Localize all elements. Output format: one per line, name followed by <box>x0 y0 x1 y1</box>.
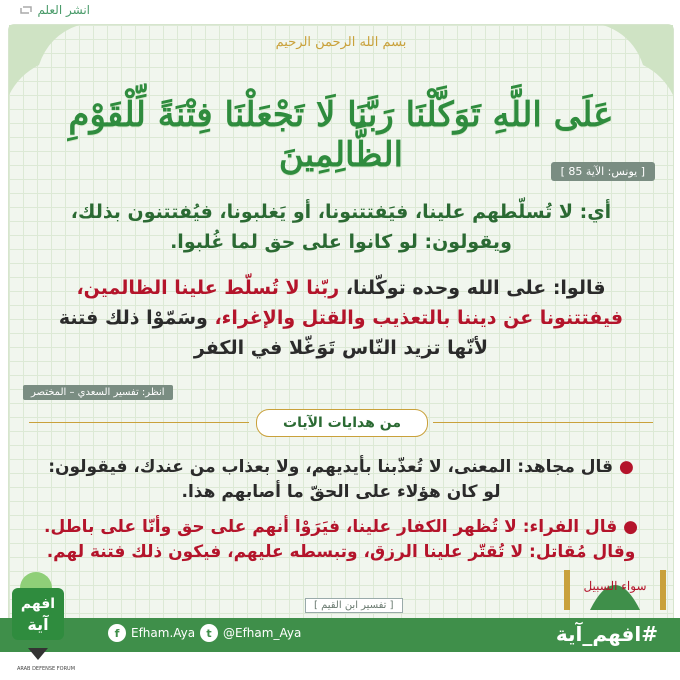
top-bar <box>0 0 680 22</box>
source-note: انظر: تفسير السعدي – المختصر <box>23 385 173 400</box>
explanation-paragraph-2 <box>39 273 643 363</box>
twitter-icon: t <box>200 624 218 642</box>
mosque-logo-icon <box>560 560 670 616</box>
bullet-text: قال الفراء: لا تُظهر الكفار علينا، فيَرَوْا أنهم على حق وأنّا على باطل. <box>43 517 618 537</box>
share-label: انشر العلم <box>37 3 90 17</box>
text-segment: فيفتتنونا عن ديننا بالتعذيب والقتل والإغراء، <box>207 307 624 329</box>
efham-aya-logo-icon <box>6 568 72 678</box>
ayah-reference: [ يونس: الآية 85 ] <box>551 162 655 181</box>
section-title: من هدايات الآيات <box>256 409 428 437</box>
facebook-icon: f <box>108 624 126 642</box>
svg-text:آية: آية <box>27 615 49 634</box>
bullet-item <box>39 515 643 565</box>
ayah-title: عَلَى اللَّهِ تَوَكَّلْنَا رَبَّنَا لَا تَجْعَلْنَا فِتْنَةً لِّلْقَوْمِ الظَّالِمِينَ <box>68 95 614 175</box>
partner-logo-text: سواء السبيل <box>583 579 647 593</box>
text-segment: وسَمّوْا ذلك فتنة لأنّها تزيد النّاس تَوَغّلا في الكفر <box>58 307 489 359</box>
basmala: بسم الله الرحمن الرحيم <box>275 35 407 50</box>
bullet-item <box>39 455 643 505</box>
logo-caption: ARAB DEFENSE FORUM <box>16 666 76 672</box>
bullet-text: قال مجاهد: المعنى، لا تُعذّبنا بأيديهم، ولا بعذاب من عندك، فيقولون: لو كان هؤلاء على الحقّ ما أصابهم هذا. <box>48 457 614 502</box>
bullet-dot-icon: ● <box>623 517 639 537</box>
explanation-paragraph-1: أي: لا تُسلّطهم علينا، فيَفتتنونا، أو يَغلبونا، فيُفتتنون بذلك، ويقولون: لو كانوا على حق لما غُلبوا. <box>70 201 612 253</box>
text-segment: ربّنا لا تُسلّط علينا الظالمين، <box>76 277 340 299</box>
twitter-link[interactable] <box>200 624 301 642</box>
divider <box>29 422 249 423</box>
bullet-dot-icon: ● <box>618 457 634 477</box>
twitter-handle: @Efham_Aya <box>223 626 302 640</box>
divider <box>433 422 653 423</box>
footer-source: [ تفسير ابن القيم ] <box>305 598 403 613</box>
facebook-handle: Efham.Aya <box>131 626 196 640</box>
text-segment: قالوا: على الله وحده توكّلنا، <box>339 277 606 299</box>
bullet-text: وقال مُقاتل: لا تُقتّر علينا الرزق، وتبسطه عليهم، فيكون ذلك فتنة لهم. <box>46 542 636 562</box>
facebook-link[interactable] <box>108 624 195 642</box>
content-card <box>8 24 674 631</box>
hashtag: #افهم_آية <box>555 622 658 646</box>
share-button[interactable] <box>19 3 90 17</box>
retweet-icon <box>19 4 33 16</box>
svg-text:افهم: افهم <box>20 596 56 612</box>
